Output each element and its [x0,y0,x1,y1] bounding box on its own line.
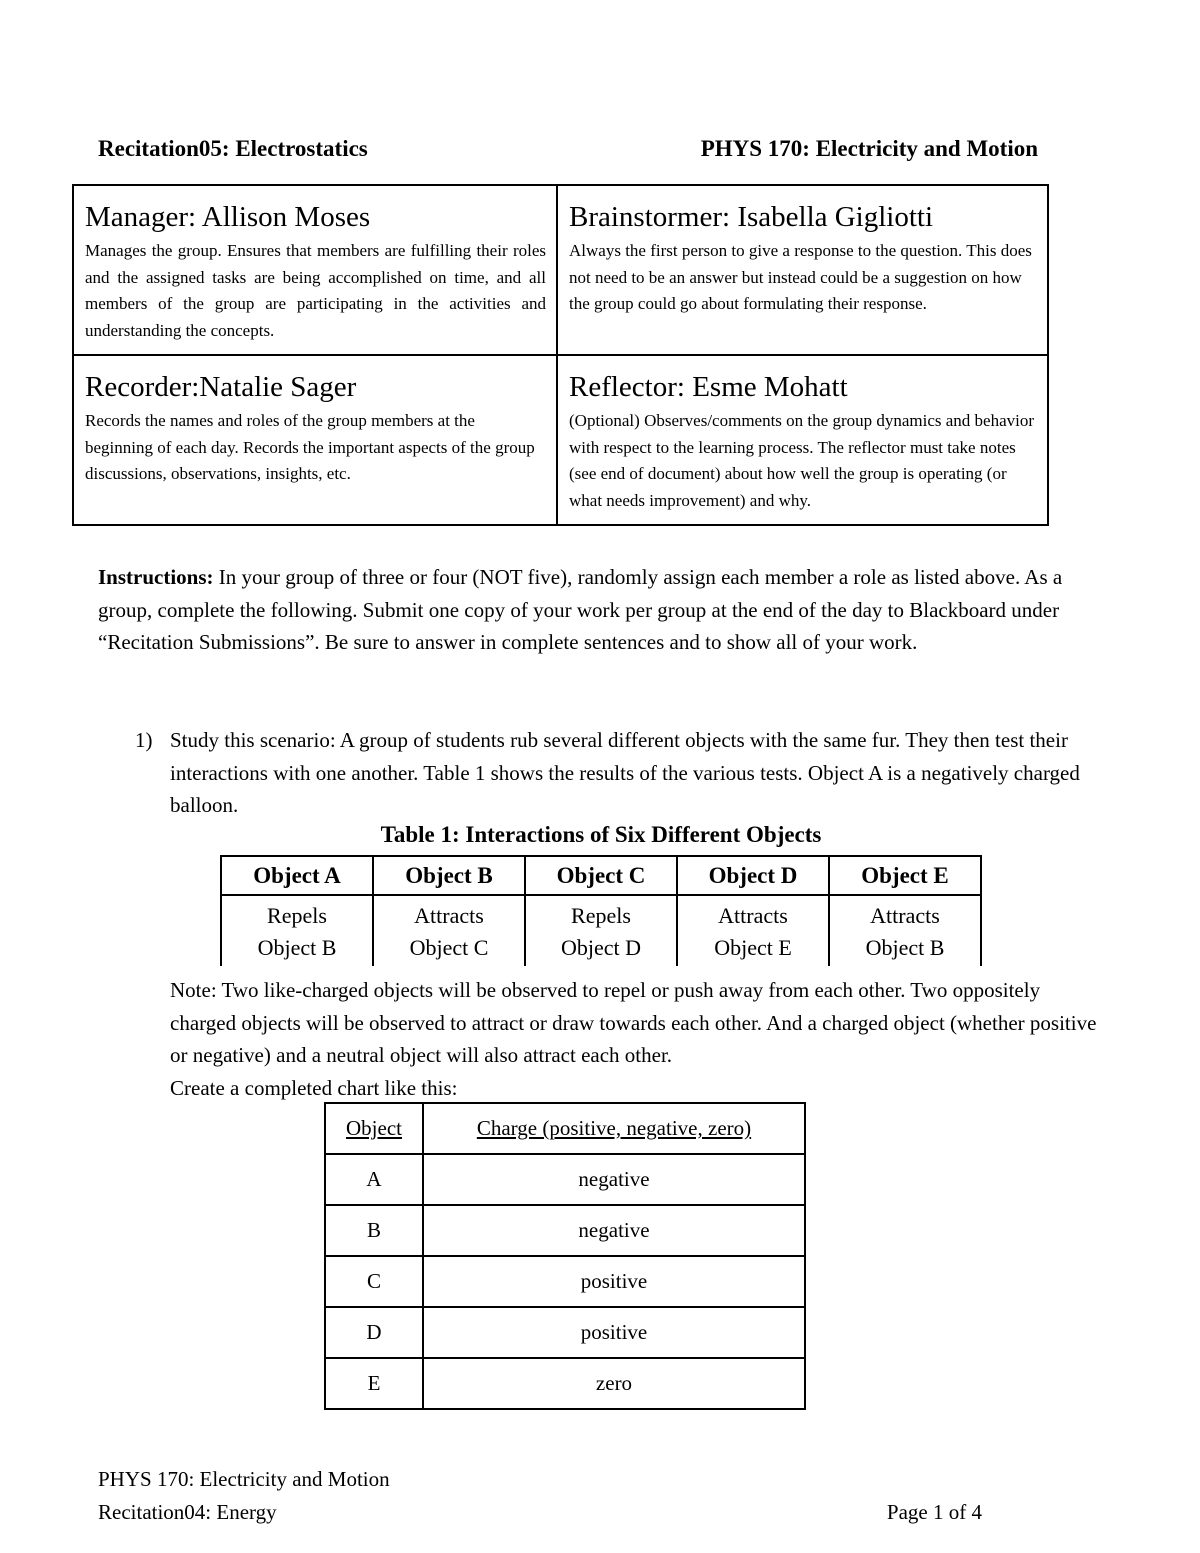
table-cell [829,895,981,966]
header-right-title: PHYS 170: Electricity and Motion [700,136,1038,161]
table-cell [373,895,525,966]
object-cell: C [325,1256,423,1307]
table-row [221,895,981,966]
object-cell: B [325,1205,423,1256]
table-header-cell: Object C [525,856,677,895]
interaction-object: Object E [714,935,792,960]
role-cell-brainstormer [558,186,1047,356]
instructions-paragraph [98,561,1098,659]
footer-course: PHYS 170: Electricity and Motion [98,1467,390,1491]
table-header-cell: Charge (positive, negative, zero) [423,1103,805,1154]
table1-caption: Table 1: Interactions of Six Different Objects [380,822,822,847]
interaction-object: Object C [409,935,489,960]
role-title: Recorder:Natalie Sager [85,371,357,403]
table-header-cell: Object [325,1103,423,1154]
question-number: 1) [135,728,153,752]
footer-recitation: Recitation04: Energy [98,1500,277,1524]
role-description: Always the first person to give a response to the question. This does not need to be an answer but instead could be a suggestion on how the group could go about formulating their response. [569,241,1032,314]
object-cell: D [325,1307,423,1358]
role-cell-reflector [558,356,1047,524]
interaction-verb: Attracts [870,903,940,928]
table-cell [221,895,373,966]
table-row [325,1154,805,1205]
table-header-cell: Object D [677,856,829,895]
role-cell-manager [74,186,558,356]
note-text: Note: Two like-charged objects will be observed to repel or push away from each other. Two oppositely charged objects will be observed to attract or draw towards each other. And a charged object (whether positive or negative) and a neutral object will also attract each other. [170,978,1097,1067]
table-header-cell: Object E [829,856,981,895]
chart-intro: Create a completed chart like this: [170,1075,458,1100]
interaction-verb: Attracts [718,903,788,928]
role-title: Brainstormer: Isabella Gigliotti [569,201,934,233]
interaction-object: Object D [560,935,642,960]
charge-cell: zero [423,1358,805,1409]
table-header-row [325,1103,805,1154]
interaction-verb: Repels [571,903,631,928]
interaction-verb: Repels [267,903,327,928]
role-title: Reflector: Esme Mohatt [569,371,848,403]
object-cell: E [325,1358,423,1409]
charge-cell: negative [423,1154,805,1205]
charge-cell: positive [423,1256,805,1307]
instructions-text: In your group of three or four (NOT five), randomly assign each member a role as listed above. As a group, complete the following. Submit one copy of your work per group at the end of the day to Blackboard under “Recitation Submissions”. Be sure to answer in complete sentences and to show all of your work. [98,565,1063,654]
table-row [325,1307,805,1358]
charge-cell: positive [423,1307,805,1358]
table-row [325,1205,805,1256]
role-description: (Optional) Observes/comments on the group dynamics and behavior with respect to the learning process. The reflector must take notes (see end of document) about how well the group is operating (or what needs improvement) and why. [569,411,1035,511]
table-cell [525,895,677,966]
roles-table [72,184,1049,526]
role-description: Records the names and roles of the group members at the beginning of each day. Records the important aspects of the group discussions, observations, insights, etc. [85,411,535,484]
role-cell-recorder [74,356,558,524]
note-paragraph [170,974,1100,1104]
table-header-cell: Object B [373,856,525,895]
object-cell: A [325,1154,423,1205]
question-text: Study this scenario: A group of students rub several different objects with the same fur. They then test their interactions with one another. Table 1 shows the results of the various tests. Object A is a negatively charged balloon. [170,728,1080,817]
interaction-object: Object B [865,935,945,960]
role-description: Manages the group. Ensures that members are fulfilling their roles and the assigned tasks are being accomplished on time, and all members of the group are participating in the activities and understanding the concepts. [85,241,546,341]
role-title: Manager: Allison Moses [85,201,371,233]
table-row [325,1256,805,1307]
header-left-title: Recitation05: Electrostatics [98,136,368,161]
instructions-label: Instructions: [98,565,214,589]
interactions-table [220,855,982,966]
table-cell [677,895,829,966]
table-header-cell: Object A [221,856,373,895]
table-row [325,1358,805,1409]
charge-chart [324,1102,806,1410]
footer-page-number: Page 1 of 4 [886,1500,982,1524]
interaction-object: Object B [257,935,337,960]
interaction-verb: Attracts [414,903,484,928]
table-header-row [221,856,981,895]
charge-cell: negative [423,1205,805,1256]
